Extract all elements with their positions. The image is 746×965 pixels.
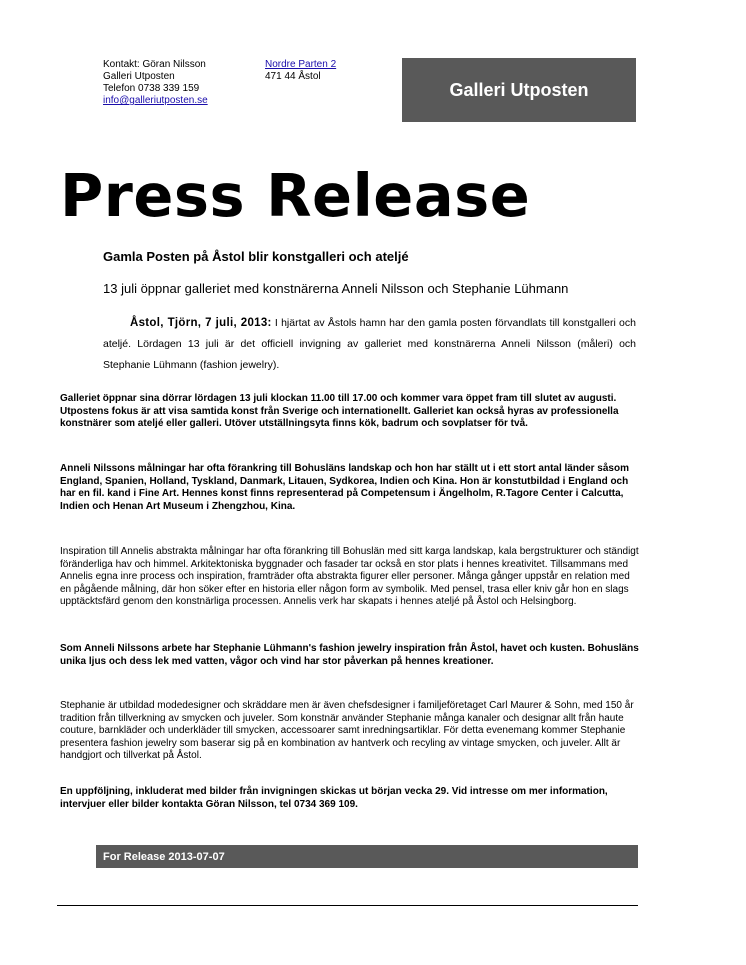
contact-gallery: Galleri Utposten [103, 71, 175, 82]
address-city: 471 44 Åstol [265, 71, 321, 82]
dateline: Åstol, Tjörn, 7 juli, 2013: [130, 317, 272, 329]
paragraph-stephanie-intro: Som Anneli Nilssons arbete har Stephanie Lühmann's fashion jewelry inspiration från Åstol, havet och kusten. Bohusläns unika ljus och dess lek med vatten, vågor och vind har stor påverkan på hennes kreationer. [60, 643, 639, 667]
release-bar [96, 845, 638, 868]
paragraph-anneli-bio: Anneli Nilssons målningar har ofta förankring till Bohusläns landskap och hon har ställt ut i ett stort antal länder såsom England, Spanien, Holland, Tyskland, Danmark, Litauen, Sydkorea, Indien och Kina. Hon är konstutbildad i England och har en fil. kand i Fine Art. Hennes konst finns representerad på Competensum i Ängelholm, R.Tagore Center i Calcutta, Indien och Henan Art Museum i Zhengzhou, Kina. [60, 463, 629, 512]
address-block [265, 59, 336, 83]
paragraph-opening: Galleriet öppnar sina dörrar lördagen 13 juli klockan 11.00 till 17.00 och kommer vara öppet fram till slutet av augusti. Utpostens fokus är att visa samtida konst från Sverige och internationellt. Galleriet kan också hyras av professionella konstnärer som ateljé eller galleri. Utöver utställningsyta finns kök, badrum och sovplatser för två. [60, 393, 619, 429]
paragraph-anneli-inspiration: Inspiration till Annelis abstrakta målningar har ofta förankring till Bohuslän med sitt karga landskap, kala bergstrukturer och ständigt föränderliga hav och himmel. Arkitektoniska byggnader och fasader tar också en stor plats i hennes kreativitet. Tillsammans med Annelis egna inre process och inspiration, framträder ofta abstrakta figurer eller personer. Många gånger uppstår en relation med en pågående målning, där hon söker efter en historia eller någon form av symbolik. Med pensel, trasa eller kniv går hon en slags upptäcktsfärd genom den konstnärliga processen. Annelis verk har skapats i hennes ateljé på Åstol och Helsingborg. [60, 546, 639, 607]
address-street-link[interactable]: Nordre Parten 2 [265, 59, 337, 70]
contact-block [103, 59, 208, 107]
page-title: Press Release [60, 161, 531, 230]
brand-name: Galleri Utposten [449, 79, 589, 100]
tagline: 13 juli öppnar galleriet med konstnärerna Anneli Nilsson och Stephanie Lühmann [103, 281, 569, 296]
contact-email-link[interactable]: info@galleriutposten.se [103, 95, 208, 106]
lead-text: I hjärtat av Åstols hamn har den gamla posten förvandlats till konstgalleri och ateljé. Lördagen 13 juli är det officiell invigning av galleriet med konstnärerna Anneli Nilsson (måleri) och Stephanie Lühmann (fashion jewelry). [103, 317, 636, 371]
brand-box [402, 58, 636, 122]
contact-name: Kontakt: Göran Nilsson [103, 59, 206, 70]
paragraph-followup: En uppföljning, inkluderat med bilder från invigningen skickas ut början vecka 29. Vid intresse om mer information, intervjuer eller bilder kontakta Göran Nilsson, tel 0734 369 109. [60, 786, 608, 810]
subtitle: Gamla Posten på Åstol blir konstgalleri och ateljé [103, 249, 409, 264]
paragraph-stephanie-bio: Stephanie är utbildad modedesigner och skräddare men är även chefsdesigner i familjeföretaget Carl Maurer & Sohn, med 150 år tradition från tillverkning av smycken och juveler. Som konstnär använder Stephanie många kanaler och designar allt från haute couture, barnkläder och underkläder till smycken, accessoarer samt inredningsartiklar. För detta evenemang kommer Stephanie presentera fashion jewelry som baserar sig på en kombination av hantverk och recyling av vintage smycken, och juveler. Allt är handgjort och tillverkat på Åstol. [60, 700, 634, 761]
lead-paragraph [103, 313, 636, 376]
release-date: For Release 2013-07-07 [103, 850, 225, 863]
contact-phone: Telefon 0738 339 159 [103, 83, 200, 94]
footer-divider [57, 905, 638, 906]
